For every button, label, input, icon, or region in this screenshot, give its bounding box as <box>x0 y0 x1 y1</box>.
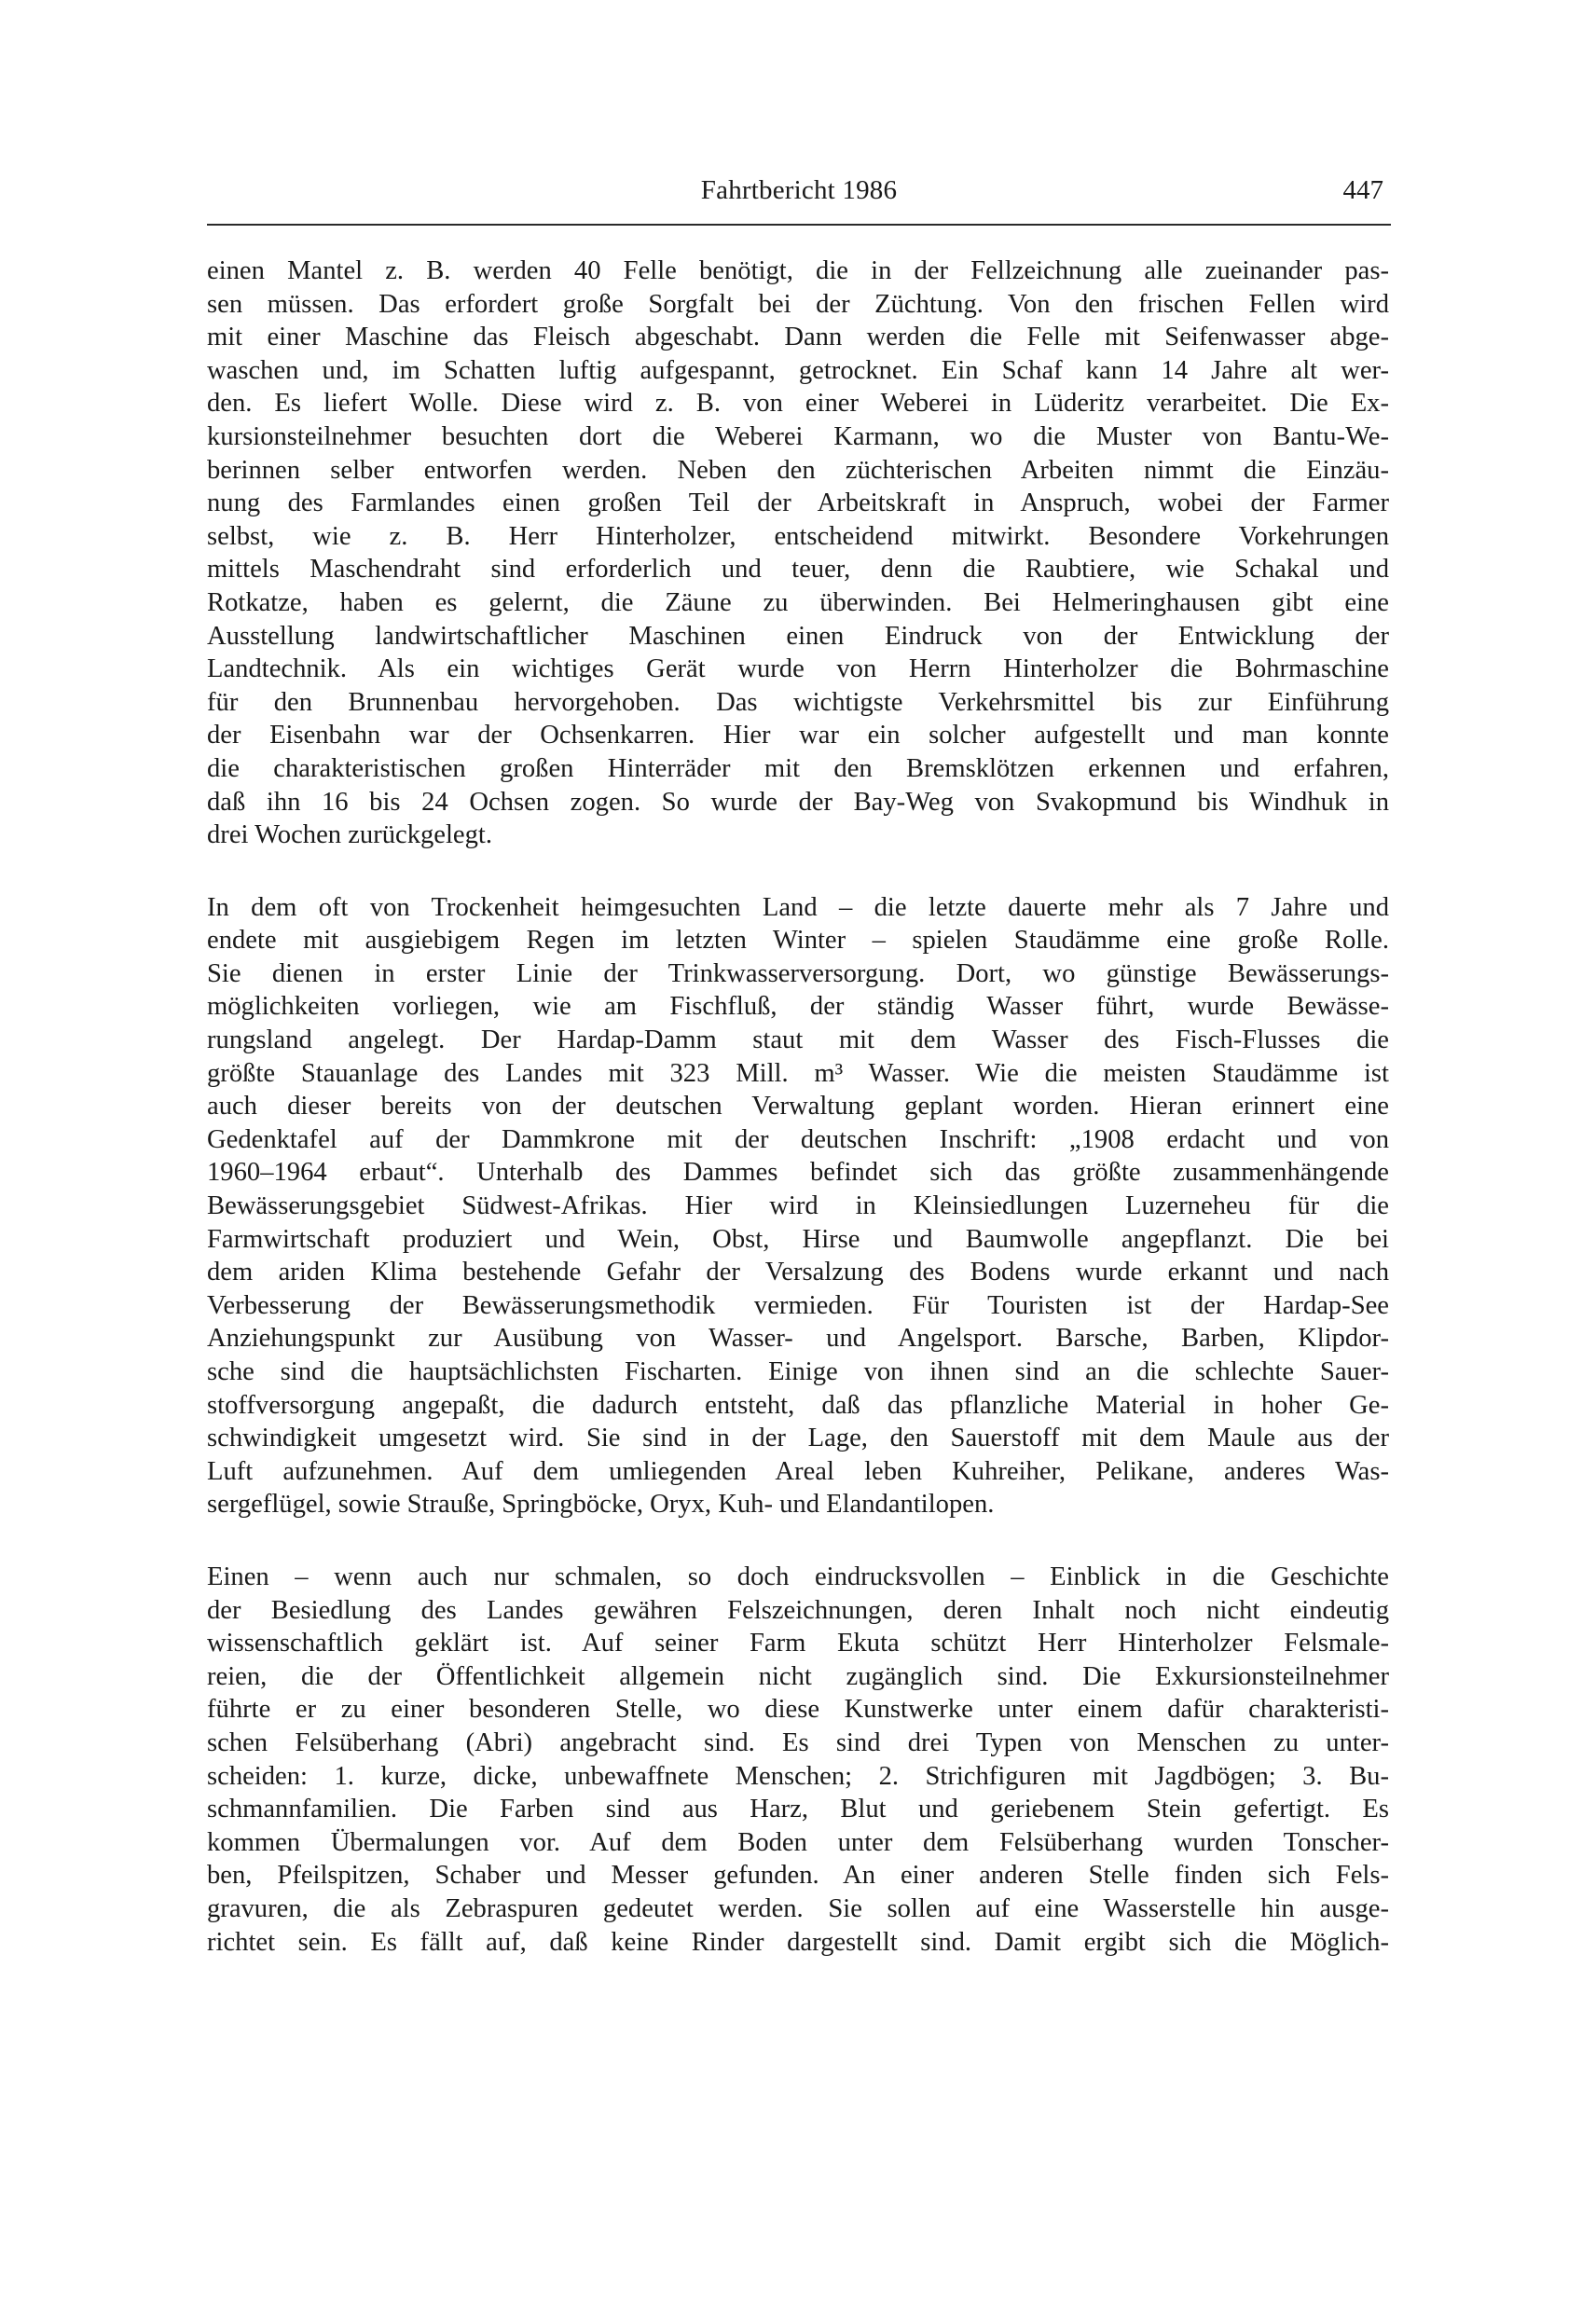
text-line: scheiden: 1. kurze, dicke, unbewaffnete Menschen; 2. Strichfiguren mit Jagdbögen; 3. Bu- <box>207 1761 1389 1791</box>
text-line: stoffversorgung angepaßt, die dadurch entsteht, daß das pflanzliche Material in hoher Ge- <box>207 1390 1389 1420</box>
text-line: selbst, wie z. B. Herr Hinterholzer, entscheidend mitwirkt. Besondere Vorkehrungen <box>207 521 1389 551</box>
text-line: die charakteristischen großen Hinterräder mit den Bremsklötzen erkennen und erfahren, <box>207 753 1389 783</box>
text-line: möglichkeiten vorliegen, wie am Fischfluß, der ständig Wasser führt, wurde Bewässe- <box>207 992 1389 1022</box>
text-line: auch dieser bereits von der deutschen Verwaltung geplant worden. Hieran erinnert eine <box>207 1092 1389 1122</box>
text-line: mittels Maschendraht sind erforderlich und teuer, denn die Raubtiere, wie Schakal und <box>207 555 1389 585</box>
text-line: nung des Farmlandes einen großen Teil der Arbeitskraft in Anspruch, wobei der Farmer <box>207 489 1389 518</box>
paragraph <box>207 891 1389 1521</box>
text-line: Einen – wenn auch nur schmalen, so doch eindrucksvollen – Einblick in die Geschichte <box>207 1562 1389 1591</box>
text-line: für den Brunnenbau hervorgehoben. Das wichtigste Verkehrsmittel bis zur Einführung <box>207 687 1389 717</box>
text-line: wissenschaftlich geklärt ist. Auf seiner Farm Ekuta schützt Herr Hinterholzer Felsmale- <box>207 1629 1389 1658</box>
text-line: 1960–1964 erbaut“. Unterhalb des Dammes befindet sich das größte zusammenhängende <box>207 1158 1389 1188</box>
text-line: sergeflügel, sowie Strauße, Springböcke, Oryx, Kuh- und Elandantilopen. <box>207 1490 995 1520</box>
text-line: rungsland angelegt. Der Hardap-Damm staut mit dem Wasser des Fisch-Flusses die <box>207 1025 1389 1055</box>
text-line: der Eisenbahn war der Ochsenkarren. Hier war ein solcher aufgestellt und man konnte <box>207 721 1389 750</box>
text-line: einen Mantel z. B. werden 40 Felle benötigt, die in der Fellzeichnung alle zueinander pas- <box>207 256 1389 285</box>
text-line: In dem oft von Trockenheit heimgesuchten Land – die letzte dauerte mehr als 7 Jahre und <box>207 892 1389 922</box>
text-line: den. Es liefert Wolle. Diese wird z. B. von einer Weberei in Lüderitz verarbeitet. Die Ex- <box>207 389 1389 419</box>
text-line: schwindigkeit umgesetzt wird. Sie sind in der Lage, den Sauerstoff mit dem Maule aus der <box>207 1424 1389 1453</box>
text-line: Bewässerungsgebiet Südwest-Afrikas. Hier wird in Kleinsiedlungen Luzerneheu für die <box>207 1191 1389 1221</box>
text-line: Rotkatze, haben es gelernt, die Zäune zu überwinden. Bei Helmeringhausen gibt eine <box>207 587 1389 617</box>
text-line: richtet sein. Es fällt auf, daß keine Rinder dargestellt sind. Damit ergibt sich die Möglich- <box>207 1927 1389 1957</box>
paragraph <box>207 1561 1389 1959</box>
text-line: Luft aufzunehmen. Auf dem umliegenden Areal leben Kuhreiher, Pelikane, anderes Was- <box>207 1456 1389 1486</box>
text-line: Landtechnik. Als ein wichtiges Gerät wurde von Herrn Hinterholzer die Bohrmaschine <box>207 654 1389 684</box>
text-line: gravuren, die als Zebraspuren gedeutet werden. Sie sollen auf eine Wasserstelle hin ausge- <box>207 1893 1389 1923</box>
text-line: ben, Pfeilspitzen, Schaber und Messer gefunden. An einer anderen Stelle finden sich Fels- <box>207 1861 1389 1891</box>
text-line: der Besiedlung des Landes gewähren Felszeichnungen, deren Inhalt noch nicht eindeutig <box>207 1595 1389 1625</box>
text-line: mit einer Maschine das Fleisch abgeschabt. Dann werden die Felle mit Seifenwasser abge- <box>207 323 1389 352</box>
text-line: waschen und, im Schatten luftig aufgespannt, getrocknet. Ein Schaf kann 14 Jahre alt wer- <box>207 355 1389 385</box>
text-line: Farmwirtschaft produziert und Wein, Obst, Hirse und Baumwolle angepflanzt. Die bei <box>207 1224 1389 1254</box>
text-line: führte er zu einer besonderen Stelle, wo diese Kunstwerke unter einem dafür charakteristi- <box>207 1695 1389 1725</box>
text-line: sen müssen. Das erfordert große Sorgfalt bei der Züchtung. Von den frischen Fellen wird <box>207 289 1389 319</box>
text-line: daß ihn 16 bis 24 Ochsen zogen. So wurde der Bay-Weg von Svakopmund bis Windhuk in <box>207 787 1389 817</box>
text-line: Gedenktafel auf der Dammkrone mit der deutschen Inschrift: „1908 erdacht und von <box>207 1124 1389 1154</box>
text-line: Sie dienen in erster Linie der Trinkwasserversorgung. Dort, wo günstige Bewässerungs- <box>207 958 1389 988</box>
page-number: 447 <box>1342 175 1383 205</box>
text-line: Anziehungspunkt zur Ausübung von Wasser- und Angelsport. Barsche, Barben, Klipdor- <box>207 1324 1389 1354</box>
text-line: schmannfamilien. Die Farben sind aus Harz, Blut und geriebenem Stein gefertigt. Es <box>207 1795 1389 1824</box>
text-line: kursionsteilnehmer besuchten dort die Weberei Karmann, wo die Muster von Bantu-We- <box>207 421 1389 451</box>
text-line: sche sind die hauptsächlichsten Fischarten. Einige von ihnen sind an die schlechte Sauer- <box>207 1357 1389 1386</box>
text-line: drei Wochen zurückgelegt. <box>207 820 493 850</box>
text-line: endete mit ausgiebigem Regen im letzten Winter – spielen Staudämme eine große Rolle. <box>207 926 1389 956</box>
text-line: berinnen selber entworfen werden. Neben den züchterischen Arbeiten nimmt die Einzäu- <box>207 455 1389 485</box>
text-line: reien, die der Öffentlichkeit allgemein nicht zugänglich sind. Die Exkursionsteilnehmer <box>207 1661 1389 1691</box>
text-line: schen Felsüberhang (Abri) angebracht sind. Es sind drei Typen von Menschen zu unter- <box>207 1727 1389 1757</box>
paragraph <box>207 255 1389 852</box>
text-line: kommen Übermalungen vor. Auf dem Boden unter dem Felsüberhang wurden Tonscher- <box>207 1827 1389 1857</box>
text-line: größte Stauanlage des Landes mit 323 Mill. m³ Wasser. Wie die meisten Staudämme ist <box>207 1058 1389 1088</box>
text-line: Verbesserung der Bewässerungsmethodik vermieden. Für Touristen ist der Hardap-See <box>207 1290 1389 1320</box>
body-text <box>207 255 1389 1998</box>
text-line: Ausstellung landwirtschaftlicher Maschinen einen Eindruck von der Entwicklung der <box>207 621 1389 651</box>
running-header <box>207 170 1391 222</box>
text-line: dem ariden Klima bestehende Gefahr der Versalzung des Bodens wurde erkannt und nach <box>207 1258 1389 1287</box>
header-rule <box>207 224 1391 226</box>
running-title: Fahrtbericht 1986 <box>700 175 898 205</box>
